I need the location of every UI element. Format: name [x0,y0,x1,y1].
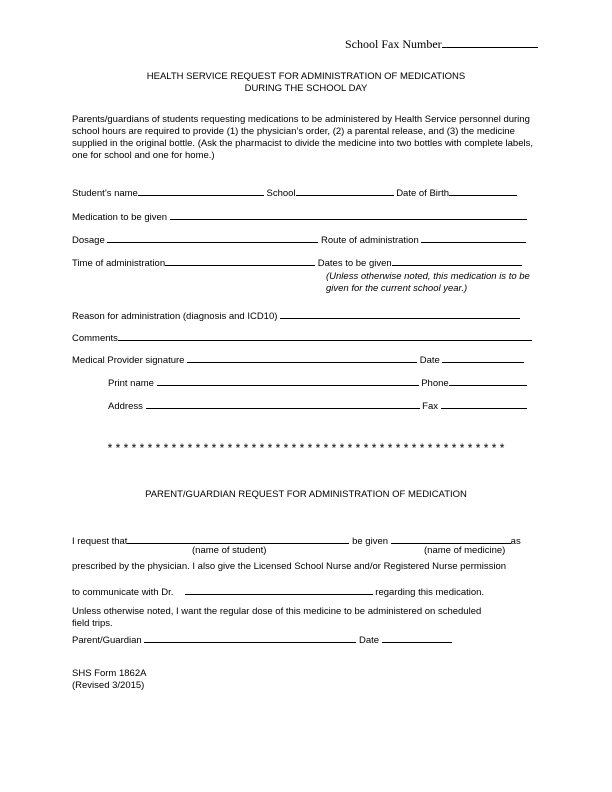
parent-signature-label: Parent/Guardian [72,635,142,646]
dosage-label: Dosage [72,235,105,246]
parent-signature-row [72,633,452,646]
student-name-label: Student’s name [72,188,138,199]
medication-label: Medication to be given [72,212,168,223]
phone-label: Phone [421,378,449,389]
address-row [108,399,527,412]
parent-section-title: PARENT/GUARDIAN REQUEST FOR ADMINISTRATION OF MEDICATION [145,489,467,500]
student-name-field[interactable] [138,186,264,196]
provider-date-field[interactable] [442,353,524,363]
print-name-label: Print name [108,378,154,389]
route-field[interactable] [421,233,526,243]
parent-date-field[interactable] [382,633,452,643]
provider-signature-field[interactable] [187,353,417,363]
medication-field[interactable] [170,210,527,220]
address-field[interactable] [146,399,420,409]
school-field[interactable] [296,186,394,196]
provider-signature-label: Medical Provider signature [72,355,185,366]
asterisk-separator: * * * * * * * * * * * * * * * * * * * * * * * * * * * * * * * * * * * * * * * * * * * * * * * * * * [107,441,505,455]
dates-note-line1: (Unless otherwise noted, this medication is to be [326,271,530,282]
medication-row [72,210,527,223]
print-name-row [108,376,527,389]
school-fax-number [345,37,538,52]
regarding-label: regarding this medication. [375,587,485,598]
dosage-row [72,233,526,246]
dob-label: Date of Birth [396,188,449,199]
comments-label: Comments [72,333,118,344]
phone-field[interactable] [449,376,527,386]
communicate-label: to communicate with Dr. [72,587,174,598]
provider-date-label: Date [419,355,440,366]
communicate-row [72,585,484,598]
print-name-field[interactable] [157,376,419,386]
parent-signature-field[interactable] [144,633,356,643]
comments-row [72,331,532,344]
student-name-request-field[interactable] [127,534,349,544]
field-trips-text: Unless otherwise noted, I want the regular dose of this medicine to be administered on scheduled field trips. [72,606,482,629]
address-label: Address [108,401,143,412]
parent-date-label: Date [359,635,380,646]
medicine-name-field[interactable] [391,534,511,544]
name-of-medicine-caption: (name of medicine) [424,545,506,556]
dates-label: Dates to be given [317,258,392,269]
school-fax-field[interactable] [442,38,538,48]
form-number: SHS Form 1862A [72,668,147,679]
page-title: HEALTH SERVICE REQUEST FOR ADMINISTRATION OF MEDICATIONS [146,71,466,82]
request-that-label: I request that [72,536,128,547]
reason-field[interactable] [280,309,520,319]
school-label: School [266,188,296,199]
provider-signature-row [72,353,524,366]
intro-paragraph: Parents/guardians of students requesting medications to be administered by Health Service personnel during school hours are required to provide (1) the physician’s order, (2) a parental release, and (3) the medicine supplied in the original bottle. (Ask the pharmacist to divide the medicine into two bottles with complete labels, one for school and one for home.) [72,114,533,161]
reason-label: Reason for administration (diagnosis and ICD10) [72,311,278,322]
dates-note-line2: given for the current school year.) [326,283,468,294]
page-subtitle: DURING THE SCHOOL DAY [244,83,368,94]
comments-field[interactable] [118,331,532,341]
fax-label: Fax [422,401,438,412]
reason-row [72,309,520,322]
fax-field[interactable] [441,399,527,409]
as-label: as [510,536,521,547]
time-row [72,256,522,269]
time-field[interactable] [165,256,315,266]
dates-field[interactable] [392,256,522,266]
name-of-student-caption: (name of student) [192,545,267,556]
prescribed-text: prescribed by the physician. I also give the Licensed School Nurse and/or Registered Nurse permission [72,561,507,572]
school-fax-label: School Fax Number [345,37,442,51]
student-row [72,186,517,199]
dosage-field[interactable] [107,233,318,243]
be-given-label: be given [352,536,389,547]
doctor-name-field[interactable] [185,585,373,595]
time-label: Time of administration [72,258,166,269]
revised-date: (Revised 3/2015) [72,680,145,691]
dob-field[interactable] [449,186,517,196]
route-label: Route of administration [321,235,419,246]
